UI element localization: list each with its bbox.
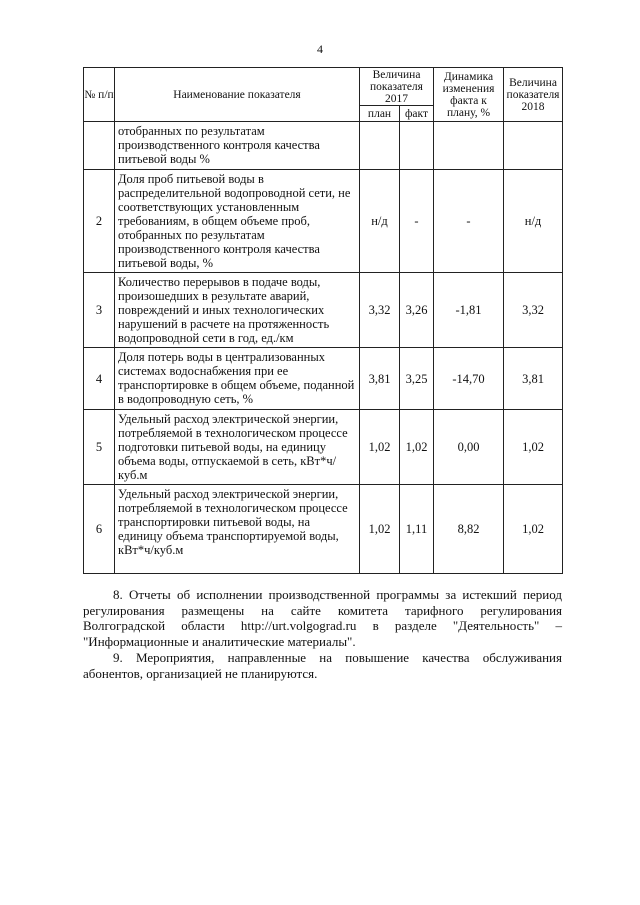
row-dynamics: - (434, 170, 504, 273)
row-num (84, 122, 115, 170)
row-name: Доля потерь воды в централизованных системах водоснабжения при ее транспортировке в общем объеме, поданной в водопроводную сеть, % (115, 348, 360, 410)
row-plan: 1,02 (360, 485, 400, 574)
table-row (84, 410, 563, 485)
row-dynamics (434, 122, 504, 170)
row-dynamics: -14,70 (434, 348, 504, 410)
row-name: Количество перерывов в подаче воды, произошедших в результате аварий, повреждений и иных технологических нарушений в расчете на протяженность водопроводной сети в год, ед./км (115, 273, 360, 348)
header-dynamics: Динамика изменения факта к плану, % (434, 68, 504, 122)
row-num: 2 (84, 170, 115, 273)
row-fact: 3,25 (400, 348, 434, 410)
table-row (84, 273, 563, 348)
row-plan: н/д (360, 170, 400, 273)
row-num: 5 (84, 410, 115, 485)
row-name: Удельный расход электрической энергии, потребляемой в технологическом процессе подготовки питьевой воды, на единицу объема воды, отпускаемой в сеть, кВт*ч/куб.м (115, 410, 360, 485)
row-fact: - (400, 170, 434, 273)
row-plan: 3,32 (360, 273, 400, 348)
row-fact (400, 122, 434, 170)
row-dynamics: 8,82 (434, 485, 504, 574)
paragraph-9 (83, 650, 562, 681)
header-value-2017: Величина показателя 2017 (360, 68, 434, 106)
header-fact: факт (400, 106, 434, 122)
row-fact: 3,26 (400, 273, 434, 348)
header-num: № п/п (84, 68, 115, 122)
header-name: Наименование показателя (115, 68, 360, 122)
row-2018: 1,02 (504, 485, 563, 574)
row-plan (360, 122, 400, 170)
row-2018: 3,32 (504, 273, 563, 348)
paragraph-8 (83, 587, 562, 649)
page-number: 4 (317, 42, 323, 56)
header-value-2018: Величина показателя 2018 (504, 68, 563, 122)
row-dynamics: 0,00 (434, 410, 504, 485)
row-num: 3 (84, 273, 115, 348)
row-dynamics: -1,81 (434, 273, 504, 348)
row-2018: н/д (504, 170, 563, 273)
row-name: Удельный расход электрической энергии, потребляемой в технологическом процессе транспортировки питьевой воды, на единицу объема транспортируемой воды, кВт*ч/куб.м (115, 485, 360, 574)
paragraph-9-text: 9. Мероприятия, направленные на повышение качества обслуживания абонентов, организацией не планируются. (83, 650, 562, 681)
table-row (84, 122, 563, 170)
table-row (84, 170, 563, 273)
indicators-table (83, 67, 563, 574)
row-name: отобранных по результатам производственного контроля качества питьевой воды % (115, 122, 360, 170)
row-fact: 1,02 (400, 410, 434, 485)
paragraph-8-text: 8. Отчеты об исполнении производственной программы за истекший период регулирования размещены на сайте комитета тарифного регулирования Волгоградской области http://urt.volgograd.ru в разделе "Деятельность" – "Информационные и аналитические материалы". (83, 587, 562, 649)
row-plan: 3,81 (360, 348, 400, 410)
row-fact: 1,11 (400, 485, 434, 574)
header-plan: план (360, 106, 400, 122)
row-2018: 3,81 (504, 348, 563, 410)
row-2018: 1,02 (504, 410, 563, 485)
row-plan: 1,02 (360, 410, 400, 485)
row-name: Доля проб питьевой воды в распределительной водопроводной сети, не соответствующих установленным требованиям, в общем объеме проб, отобранных по результатам производственного контроля качества питьевой воды, % (115, 170, 360, 273)
row-num: 6 (84, 485, 115, 574)
row-num: 4 (84, 348, 115, 410)
table-row (84, 348, 563, 410)
row-2018 (504, 122, 563, 170)
table-row (84, 485, 563, 574)
